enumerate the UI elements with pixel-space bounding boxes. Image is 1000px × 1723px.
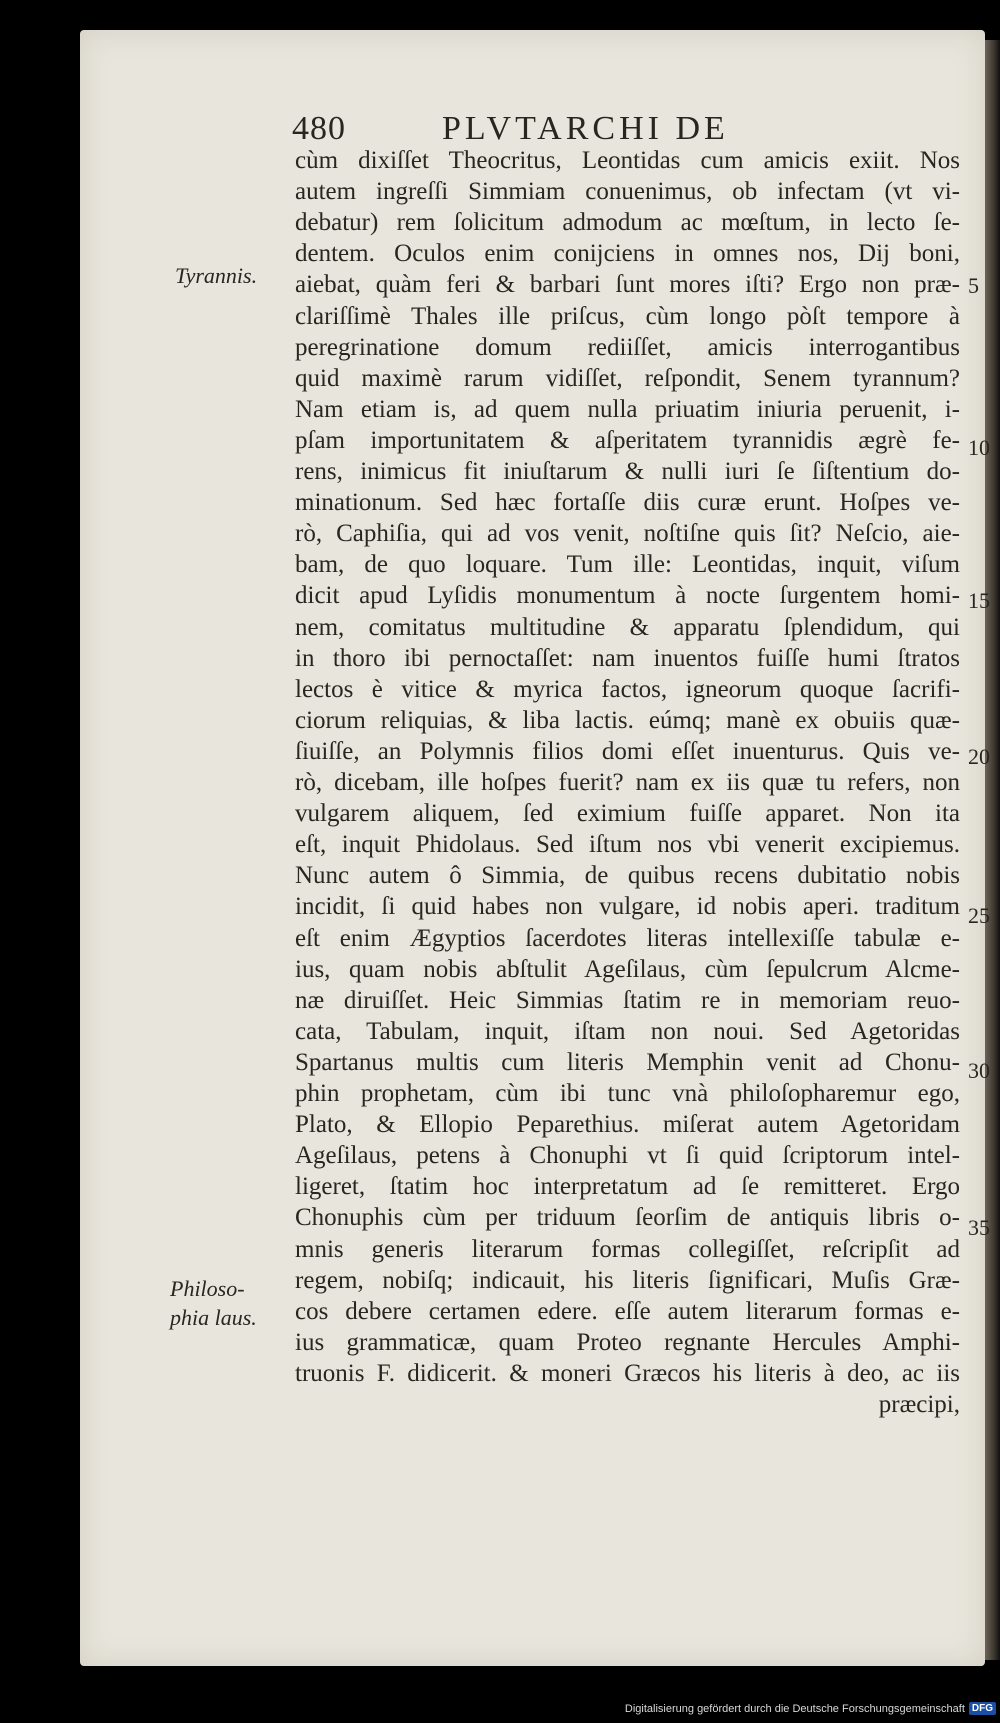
text-line: quid maximè rarum vidiſſet, reſpondit, Senem tyrannum? (295, 364, 960, 392)
text-line: pſam importunitatem & aſperitatem tyrannidis ægrè fe- (295, 426, 960, 454)
text-line: clariſſimè Thales ille priſcus, cùm longo pòſt tempore à (295, 302, 960, 330)
text-line: ius grammaticæ, quam Proteo regnante Hercules Amphi- (295, 1328, 960, 1356)
text-line: eſt enim Ægyptios ſacerdotes literas intellexiſſe tabulæ e- (295, 924, 960, 952)
text-line: cata, Tabulam, inquit, iſtam non noui. Sed Agetoridas (295, 1017, 960, 1045)
text-line: nem, comitatus multitudine & apparatu ſplendidum, qui (295, 613, 960, 641)
digitization-credit (625, 1702, 996, 1715)
text-line: ciorum reliquias, & liba lactis. eúmq; manè ex obuiis quæ- (295, 706, 960, 734)
text-line: dicit apud Lyſidis monumentum à nocte ſurgentem homi- (295, 582, 960, 610)
running-title: PLVTARCHI DE (442, 110, 729, 147)
credit-text: Digitalisierung gefördert durch die Deutsche Forschungsgemeinschaft (624, 1702, 965, 1715)
text-line: mnis generis literarum formas collegiſſet, reſcripſit ad (295, 1235, 960, 1263)
text-line: cùm dixiſſet Theocritus, Leontidas cum amicis exiit. Nos (295, 147, 960, 174)
page-number: 480 (292, 110, 346, 147)
text-line: bam, de quo loquare. Tum ille: Leontidas, inquit, viſum (295, 551, 960, 579)
text-line: incidit, ſi quid habes non vulgare, id nobis aperi. traditum (295, 893, 960, 921)
text-line: ligeret, ſtatim hoc interpretatum ad ſe remitteret. Ergo (295, 1173, 960, 1201)
text-line: rò, dicebam, ille hoſpes fuerit? nam ex iis quæ tu refers, non (295, 769, 960, 796)
line-number: 35 (968, 1215, 990, 1240)
line-number: 5 (968, 273, 979, 298)
line-number: 20 (968, 744, 990, 769)
text-line: phin prophetam, cùm ibi tunc vnà philoſopharemur ego, (295, 1080, 960, 1107)
text-line: rens, inimicus fit iniuſtarum & nulli iuri ſe ſiſtentium do- (295, 458, 960, 485)
running-head (292, 110, 729, 148)
text-line: Ageſilaus, petens à Chonuphi vt ſi quid ſcriptorum intel- (295, 1142, 960, 1170)
text-line: Nam etiam is, ad quem nulla priuatim iniuria peruenit, i- (295, 395, 960, 423)
line-number: 25 (968, 903, 990, 928)
text-line: Chonuphis cùm per triduum ſeorſim de antiquis libris o- (295, 1204, 960, 1232)
text-line: aiebat, quàm feri & barbari ſunt mores iſti? Ergo non præ- (295, 271, 960, 299)
text-line: in thoro ibi pernoctaſſet: nam inuentos fuiſſe humi ſtratos (295, 644, 960, 672)
text-line: truonis F. didicerit. & moneri Græcos his literis à deo, ac iis (295, 1359, 960, 1387)
line-number: 30 (968, 1058, 990, 1083)
margin-note-philosophia-1: Philoso- (170, 1276, 245, 1301)
text-line: cos debere certamen edere. eſſe autem literarum formas e- (295, 1297, 960, 1325)
margin-note-philosophia-2: phia laus. (170, 1305, 257, 1330)
text-line: Plato, & Ellopio Peparethius. miſerat autem Agetoridam (295, 1111, 960, 1139)
dfg-logo: DFG (969, 1702, 996, 1715)
text-line: lectos è vitice & myrica factos, ignеorum quoque ſacrifi- (295, 675, 960, 703)
text-line: minationum. Sed hæc fortaſſe diis curæ erunt. Hoſpes ve- (295, 489, 960, 517)
text-line: præcipi, (878, 1391, 960, 1418)
text-line: Nunc autem ô Simmia, de quibus recens dubitatio nobis (295, 862, 960, 890)
text-line: vulgarem aliquem, ſed eximium fuiſſe apparet. Non ita (295, 800, 960, 828)
margin-note-tyrannis: Tyrannis. (175, 263, 258, 288)
text-line: Spartanus multis cum literis Memphin venit ad Chonu- (295, 1048, 960, 1076)
text-line: regem, nobiſq; indicauit, his literis ſignificari, Muſis Græ- (295, 1266, 960, 1294)
text-line: dentem. Oculos enim conijciens in omnes nos, Dij boni, (295, 240, 960, 268)
page-edge (985, 40, 1000, 1660)
text-line: næ diruiſſet. Heic Simmias ſtatim re in memoriam reuo- (295, 986, 960, 1014)
text-line: autem ingreſſi Simmiam conuenimus, ob infectam (vt vi- (295, 178, 960, 206)
text-line: ſiuiſſe, an Polymnis filios domi eſſet inuenturus. Quis ve- (295, 737, 960, 765)
line-number: 10 (968, 435, 990, 460)
text-line: eſt, inquit Phidolaus. Sed iſtum nos vbi venerit excipiemus. (295, 831, 960, 859)
line-number: 15 (968, 588, 990, 613)
text-line: rò, Caphiſia, qui ad vos venit, noſtiſne quis ſit? Neſcio, aie- (295, 520, 960, 548)
text-line: debatur) rem ſolicitum admodum ac mœſtum, in lecto ſe- (295, 209, 960, 237)
text-line: peregrinatione domum rediiſſet, amicis interrogantibus (295, 333, 960, 361)
text-line: ius, quam nobis abſtulit Ageſilaus, cùm ſepulcrum Alcme- (295, 955, 960, 983)
